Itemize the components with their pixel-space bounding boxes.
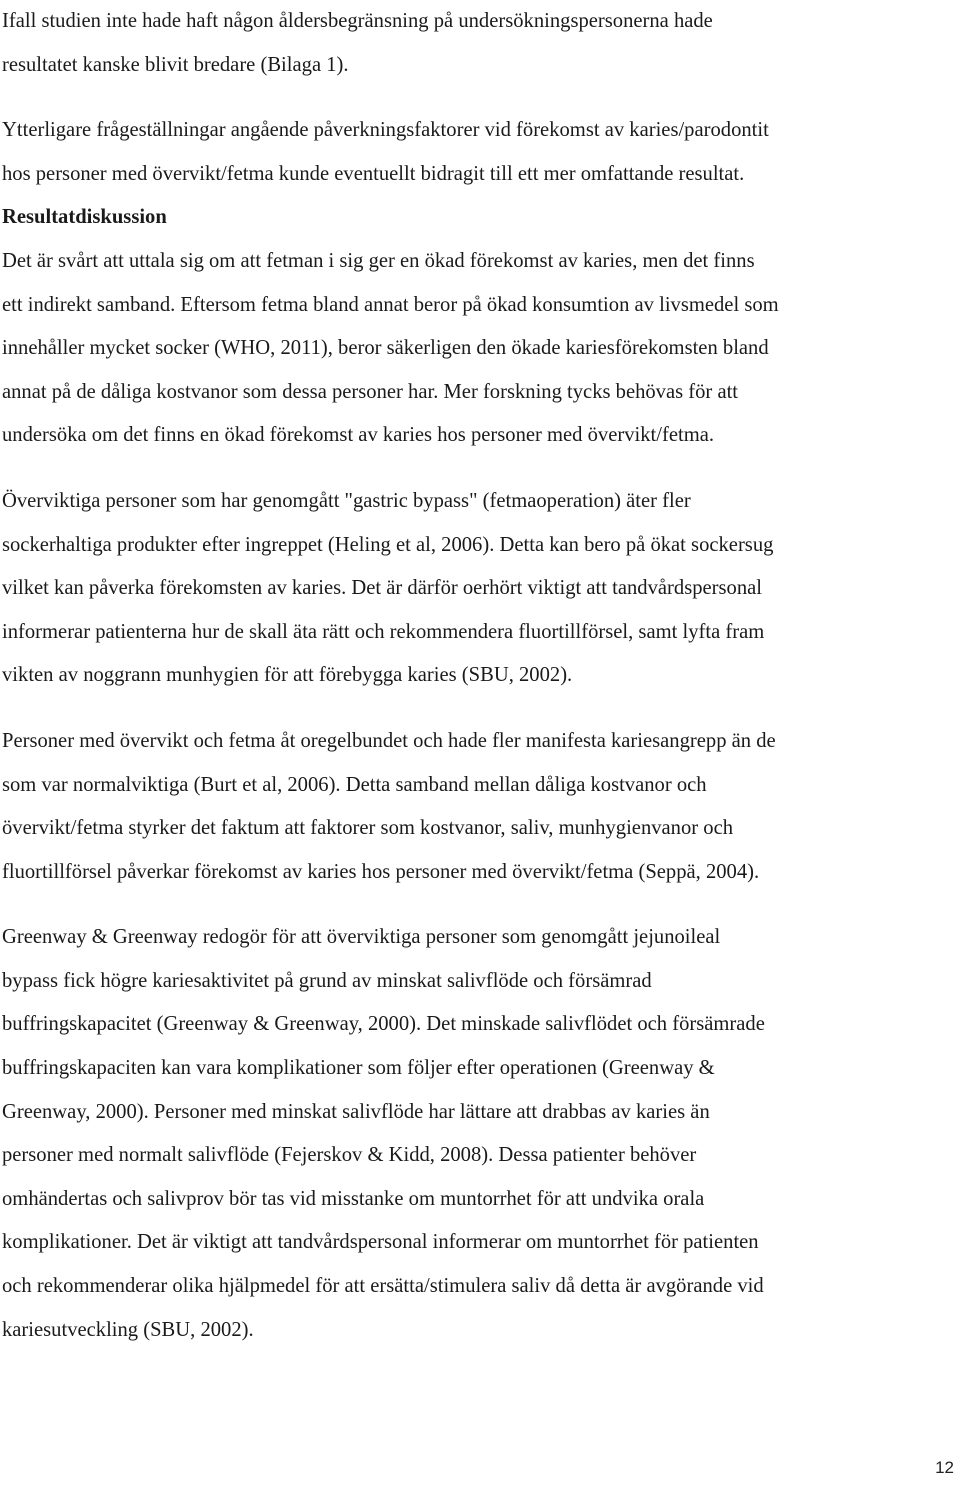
text-line: Greenway, 2000). Personer med minskat salivflöde har lättare att drabbas av karies än [2,1100,710,1123]
paragraph-gap [2,894,958,916]
text-line: hos personer med övervikt/fetma kunde eventuellt bidragit till ett mer omfattande resultat. [2,162,745,185]
text-line: övervikt/fetma styrker det faktum att faktorer som kostvanor, saliv, munhygienvanor och [2,817,734,840]
section-heading: Resultatdiskussion [2,206,167,229]
text-line: och rekommenderar olika hjälpmedel för att ersätta/stimulera saliv då detta är avgörande vid [2,1275,764,1298]
paragraph-gap [2,698,958,720]
page-number: 12 [935,1458,954,1477]
text-line: ett indirekt samband. Eftersom fetma bland annat beror på ökad konsumtion av livsmedel som [2,293,779,316]
text-line: Ytterligare frågeställningar angående påverkningsfaktorer vid förekomst av karies/parodontit [2,119,769,142]
text-line: kariesutveckling (SBU, 2002). [2,1318,254,1341]
paragraph-gap [2,458,958,480]
text-line: informerar patienterna hur de skall äta rätt och rekommendera fluortillförsel, samt lyfta fram [2,620,765,643]
text-line: buffringskapaciten kan vara komplikationer som följer efter operationen (Greenway & [2,1057,715,1080]
text-line: Ifall studien inte hade haft någon åldersbegränsning på undersökningspersonerna hade [2,10,713,32]
text-line: annat på de dåliga kostvanor som dessa personer har. Mer forskning tycks behövas för att [2,380,739,403]
text-line: undersöka om det finns en ökad förekomst av karies hos personer med övervikt/fetma. [2,424,715,447]
paragraph-further-questions [2,109,958,196]
text-line: Det är svårt att uttala sig om att fetman i sig ger en ökad förekomst av karies, men det finns [2,249,755,272]
text-line: resultatet kanske blivit bredare (Bilaga 1). [2,53,349,76]
paragraph-eating-habits [2,720,958,894]
text-line: fluortillförsel påverkar förekomst av karies hos personer med övervikt/fetma (Seppä, 2004). [2,860,760,883]
text-line: personer med normalt salivflöde (Fejerskov & Kidd, 2008). Dessa patienter behöver [2,1144,697,1167]
text-line: bypass fick högre kariesaktivitet på grund av minskat salivflöde och försämrad [2,969,652,992]
text-line: Personer med övervikt och fetma åt oregelbundet och hade fler manifesta kariesangrepp än de [2,729,776,752]
text-line: vilket kan påverka förekomsten av karies. Det är därför oerhört viktigt att tandvårdspersonal [2,577,762,600]
text-line: innehåller mycket socker (WHO, 2011), beror säkerligen den ökade kariesförekomsten bland [2,337,769,360]
text-line: vikten av noggrann munhygien för att förebygga karies (SBU, 2002). [2,664,573,687]
document-page [2,0,958,1352]
paragraph-discussion-intro [2,240,958,458]
text-line: buffringskapacitet (Greenway & Greenway, 2000). Det minskade salivflödet och försämrade [2,1013,765,1036]
text-line: som var normalviktiga (Burt et al, 2006). Detta samband mellan dåliga kostvanor och [2,773,707,796]
text-line: komplikationer. Det är viktigt att tandvårdspersonal informerar om muntorrhet för patienten [2,1231,759,1254]
text-line: omhändertas och salivprov bör tas vid misstanke om muntorrhet för att undvika orala [2,1187,705,1210]
paragraph-gastric-bypass [2,480,958,698]
text-line: Överviktiga personer som har genomgått "gastric bypass" (fetmaoperation) äter fler [2,489,691,512]
text-line: Greenway & Greenway redogör för att överviktiga personer som genomgått jejunoileal [2,926,721,949]
paragraph-gap [2,87,958,109]
text-line: sockerhaltiga produkter efter ingreppet (Heling et al, 2006). Detta kan bero på ökat sockersug [2,533,774,556]
paragraph-saliva-flow [2,916,958,1352]
paragraph-age-limitation [2,0,958,87]
